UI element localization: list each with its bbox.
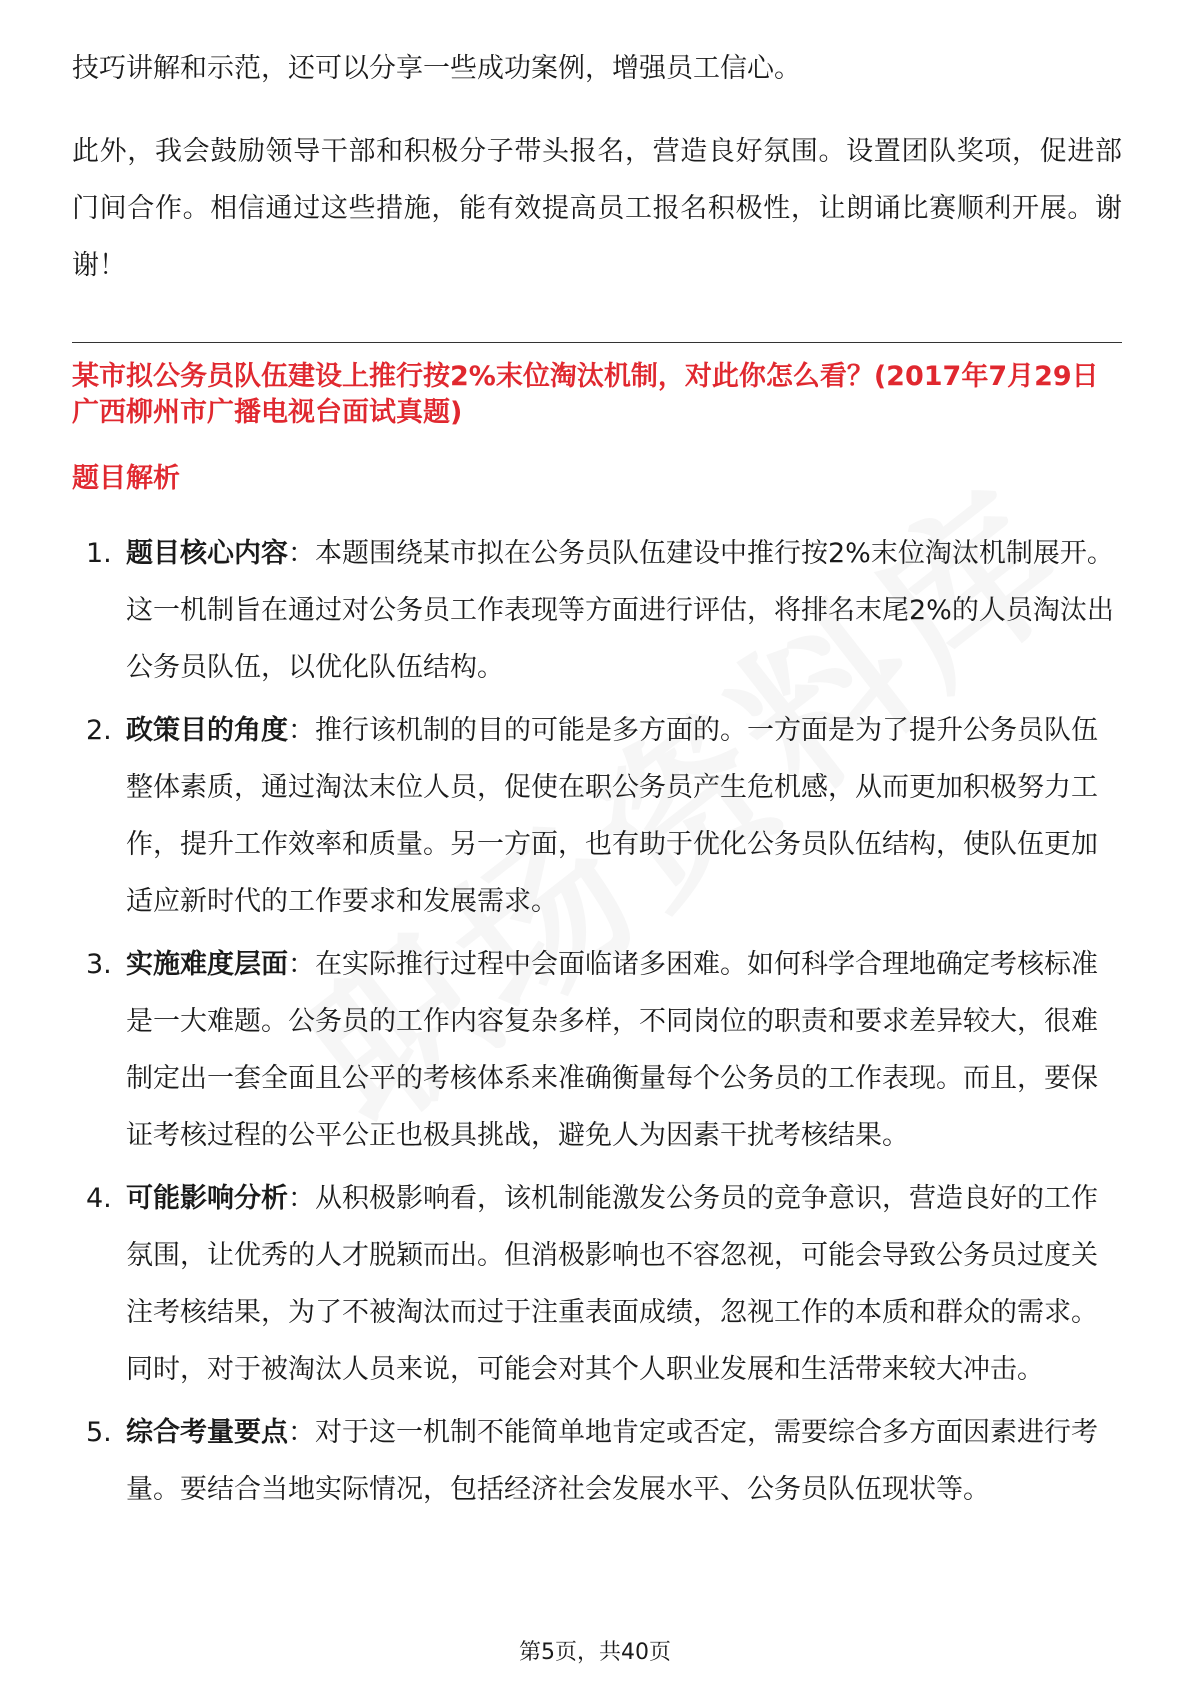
list-item-text: ：对于这一机制不能简单地肯定或否定，需要综合多方面因素进行考量。要结合当地实际情况，包括经济社会发展水平、公务员队伍现状等。 <box>126 1417 1098 1505</box>
list-item <box>72 936 1122 1164</box>
list-item-number: 2. <box>86 715 112 746</box>
list-item-text: ：推行该机制的目的可能是多方面的。一方面是为了提升公务员队伍整体素质，通过淘汰末位人员，促使在职公务员产生危机感，从而更加积极努力工作，提升工作效率和质量。另一方面，也有助于优化公务员队伍结构，使队伍更加适应新时代的工作要求和发展需求。 <box>126 715 1098 917</box>
section-divider <box>72 342 1122 343</box>
list-item-heading: 实施难度层面 <box>126 949 288 980</box>
list-item-heading: 题目核心内容 <box>126 538 288 569</box>
document-body <box>72 40 1122 1524</box>
list-item <box>72 525 1122 696</box>
question-title: 某市拟公务员队伍建设上推行按2%末位淘汰机制，对此你怎么看？(2017年7月29日广西柳州市广播电视台面试真题) <box>72 361 1099 428</box>
list-item-number: 4. <box>86 1183 112 1214</box>
list-item-text: ：在实际推行过程中会面临诸多困难。如何科学合理地确定考核标准是一大难题。公务员的工作内容复杂多样，不同岗位的职责和要求差异较大，很难制定出一套全面且公平的考核体系来准确衡量每个公务员的工作表现。而且，要保证考核过程的公平公正也极具挑战，避免人为因素干扰考核结果。 <box>126 949 1098 1151</box>
intro-paragraph-2: 此外，我会鼓励领导干部和积极分子带头报名，营造良好氛围。设置团队奖项，促进部门间合作。相信通过这些措施，能有效提高员工报名积极性，让朗诵比赛顺利开展。谢谢！ <box>72 136 1122 281</box>
list-item <box>72 1170 1122 1398</box>
analysis-list <box>72 525 1122 1518</box>
page-number-footer: 第5页，共40页 <box>519 1640 671 1665</box>
intro-paragraph-1: 技巧讲解和示范，还可以分享一些成功案例，增强员工信心。 <box>72 53 801 84</box>
list-item-heading: 可能影响分析 <box>126 1183 288 1214</box>
list-item <box>72 1404 1122 1518</box>
list-item-number: 1. <box>86 538 112 569</box>
list-item-text: ：从积极影响看，该机制能激发公务员的竞争意识，营造良好的工作氛围，让优秀的人才脱颖而出。但消极影响也不容忽视，可能会导致公务员过度关注考核结果，为了不被淘汰而过于注重表面成绩，忽视工作的本质和群众的需求。同时，对于被淘汰人员来说，可能会对其个人职业发展和生活带来较大冲击。 <box>126 1183 1098 1385</box>
list-item-heading: 综合考量要点 <box>126 1417 288 1448</box>
analysis-heading: 题目解析 <box>72 463 180 494</box>
list-item-heading: 政策目的角度 <box>126 715 288 746</box>
list-item-text: ：本题围绕某市拟在公务员队伍建设中推行按2%末位淘汰机制展开。这一机制旨在通过对公务员工作表现等方面进行评估，将排名末尾2%的人员淘汰出公务员队伍，以优化队伍结构。 <box>126 538 1114 683</box>
list-item-number: 3. <box>86 949 112 980</box>
list-item-number: 5. <box>86 1417 112 1448</box>
list-item <box>72 702 1122 930</box>
